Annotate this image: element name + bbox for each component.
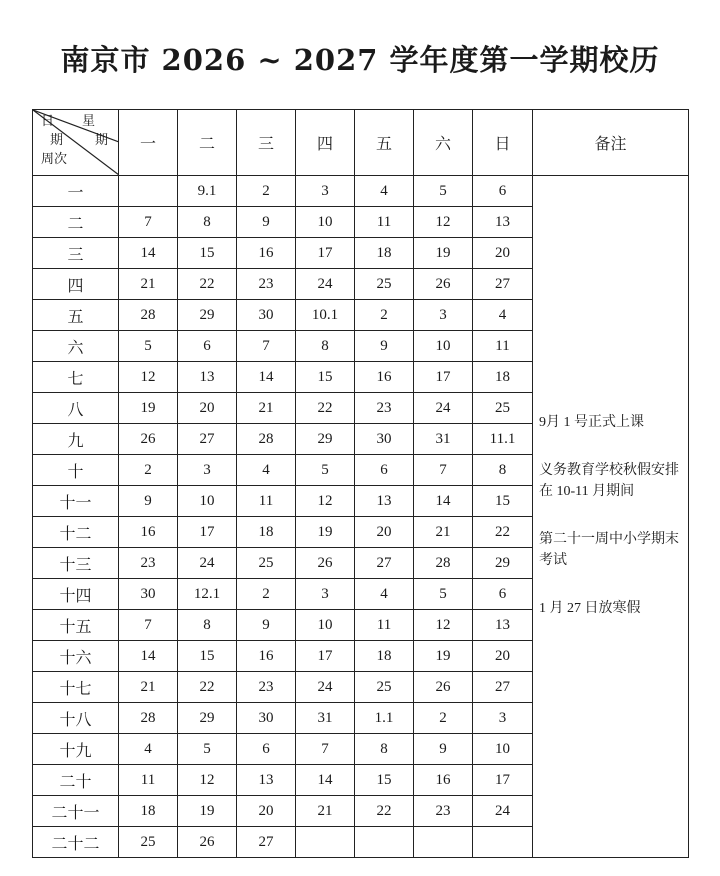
date-cell: 19 [414,641,473,672]
date-cell: 2 [237,579,296,610]
date-cell: 23 [237,672,296,703]
date-cell: 31 [296,703,355,734]
date-cell: 25 [473,393,533,424]
remark-note: 9月 1 号正式上课 [539,415,644,430]
date-cell: 13 [473,610,533,641]
week-number-cell: 十八 [33,703,119,734]
date-cell: 18 [355,238,414,269]
header-day-wed: 三 [237,110,296,176]
date-cell: 11 [355,610,414,641]
date-cell: 23 [237,269,296,300]
school-calendar-table [32,109,689,858]
week-number-cell: 十六 [33,641,119,672]
date-cell: 10.1 [296,300,355,331]
date-cell: 27 [355,548,414,579]
date-cell: 14 [237,362,296,393]
date-cell: 21 [296,796,355,827]
week-number-cell: 十 [33,455,119,486]
date-cell: 5 [178,734,237,765]
date-cell: 10 [414,331,473,362]
week-number-cell: 九 [33,424,119,455]
date-cell: 12.1 [178,579,237,610]
date-cell: 17 [296,641,355,672]
date-cell: 20 [473,641,533,672]
header-day-thu: 四 [296,110,355,176]
date-cell: 5 [119,331,178,362]
week-number-cell: 十五 [33,610,119,641]
date-cell: 23 [414,796,473,827]
week-number-cell: 十九 [33,734,119,765]
date-cell: 2 [237,176,296,207]
week-number-cell: 十三 [33,548,119,579]
date-cell: 25 [119,827,178,858]
date-cell: 29 [473,548,533,579]
date-cell: 26 [296,548,355,579]
date-cell: 4 [355,579,414,610]
date-cell: 25 [355,672,414,703]
table-row [33,176,689,207]
date-cell: 29 [178,703,237,734]
date-cell: 16 [355,362,414,393]
date-cell: 12 [119,362,178,393]
date-cell: 28 [237,424,296,455]
week-number-cell: 四 [33,269,119,300]
date-cell: 26 [414,672,473,703]
corner-label-qi-right: 期 [95,132,109,147]
header-row [33,110,689,176]
date-cell: 21 [119,672,178,703]
date-cell: 29 [178,300,237,331]
date-cell: 15 [473,486,533,517]
date-cell: 7 [119,610,178,641]
corner-label-qi-left: 期 [50,132,64,147]
date-cell: 30 [119,579,178,610]
date-cell [296,827,355,858]
date-cell: 24 [414,393,473,424]
date-cell: 6 [473,176,533,207]
date-cell: 27 [473,672,533,703]
date-cell: 22 [355,796,414,827]
date-cell: 15 [178,641,237,672]
date-cell: 6 [473,579,533,610]
date-cell: 13 [178,362,237,393]
date-cell: 10 [296,610,355,641]
date-cell: 9.1 [178,176,237,207]
week-number-cell: 五 [33,300,119,331]
date-cell: 30 [237,300,296,331]
week-number-cell: 十一 [33,486,119,517]
date-cell: 22 [178,672,237,703]
date-cell: 24 [473,796,533,827]
date-cell: 22 [178,269,237,300]
week-number-cell: 一 [33,176,119,207]
date-cell: 20 [355,517,414,548]
header-day-fri: 五 [355,110,414,176]
date-cell: 10 [178,486,237,517]
date-cell: 21 [119,269,178,300]
date-cell: 13 [473,207,533,238]
header-day-tue: 二 [178,110,237,176]
date-cell: 24 [296,672,355,703]
date-cell: 22 [296,393,355,424]
date-cell: 9 [414,734,473,765]
date-cell: 8 [355,734,414,765]
date-cell: 13 [355,486,414,517]
date-cell: 11.1 [473,424,533,455]
date-cell: 14 [296,765,355,796]
date-cell: 28 [119,703,178,734]
page-title: 南京市 2026 ~ 2027 学年度第一学期校历 [60,43,660,77]
date-cell: 15 [296,362,355,393]
date-cell: 21 [237,393,296,424]
remark-note: 义务教育学校秋假安排在 10-11 月期间 [539,463,679,499]
date-cell: 11 [355,207,414,238]
date-cell: 21 [414,517,473,548]
date-cell: 14 [414,486,473,517]
date-cell: 16 [414,765,473,796]
date-cell: 8 [473,455,533,486]
date-cell: 19 [414,238,473,269]
date-cell: 11 [119,765,178,796]
week-number-cell: 二十二 [33,827,119,858]
remark-note: 1 月 27 日放寒假 [539,601,641,616]
date-cell: 25 [355,269,414,300]
date-cell: 1.1 [355,703,414,734]
week-number-cell: 二十 [33,765,119,796]
date-cell: 23 [355,393,414,424]
date-cell: 18 [473,362,533,393]
date-cell: 18 [119,796,178,827]
date-cell: 7 [119,207,178,238]
week-number-cell: 三 [33,238,119,269]
date-cell: 12 [414,207,473,238]
date-cell: 8 [178,610,237,641]
date-cell: 6 [355,455,414,486]
date-cell: 2 [355,300,414,331]
date-cell: 20 [178,393,237,424]
corner-label-zhouci: 周次 [41,151,68,166]
date-cell: 9 [119,486,178,517]
calendar-body [33,176,689,858]
date-cell: 3 [296,579,355,610]
date-cell: 16 [237,641,296,672]
date-cell: 20 [473,238,533,269]
date-cell: 29 [296,424,355,455]
date-cell: 4 [119,734,178,765]
date-cell: 3 [296,176,355,207]
date-cell [473,827,533,858]
date-cell: 20 [237,796,296,827]
date-cell: 6 [178,331,237,362]
date-cell: 12 [178,765,237,796]
date-cell: 9 [237,610,296,641]
date-cell: 17 [473,765,533,796]
date-cell: 18 [355,641,414,672]
week-number-cell: 六 [33,331,119,362]
date-cell: 22 [473,517,533,548]
date-cell: 17 [178,517,237,548]
week-number-cell: 十四 [33,579,119,610]
date-cell: 30 [355,424,414,455]
date-cell: 6 [237,734,296,765]
date-cell: 16 [237,238,296,269]
date-cell: 3 [178,455,237,486]
date-cell: 8 [178,207,237,238]
week-number-cell: 十七 [33,672,119,703]
date-cell: 14 [119,238,178,269]
header-corner-cell [33,110,119,176]
corner-label-xing: 星 [82,113,96,128]
date-cell: 11 [473,331,533,362]
date-cell: 16 [119,517,178,548]
date-cell: 15 [355,765,414,796]
date-cell: 12 [296,486,355,517]
header-day-mon: 一 [119,110,178,176]
date-cell [414,827,473,858]
date-cell: 3 [473,703,533,734]
week-number-cell: 十二 [33,517,119,548]
date-cell: 26 [414,269,473,300]
date-cell: 13 [237,765,296,796]
header-day-sun: 日 [473,110,533,176]
date-cell: 18 [237,517,296,548]
date-cell: 28 [414,548,473,579]
date-cell: 4 [237,455,296,486]
date-cell: 26 [119,424,178,455]
remarks-cell [533,176,689,858]
date-cell: 28 [119,300,178,331]
corner-label-ri: 日 [41,113,55,128]
date-cell: 2 [119,455,178,486]
date-cell: 8 [296,331,355,362]
date-cell: 26 [178,827,237,858]
date-cell: 10 [296,207,355,238]
date-cell: 7 [237,331,296,362]
date-cell: 19 [119,393,178,424]
header-day-sat: 六 [414,110,473,176]
date-cell: 5 [414,176,473,207]
date-cell: 7 [296,734,355,765]
date-cell: 7 [414,455,473,486]
date-cell: 4 [473,300,533,331]
date-cell: 17 [296,238,355,269]
date-cell: 12 [414,610,473,641]
date-cell: 4 [355,176,414,207]
date-cell: 9 [237,207,296,238]
date-cell: 31 [414,424,473,455]
date-cell: 11 [237,486,296,517]
date-cell: 30 [237,703,296,734]
week-number-cell: 二十一 [33,796,119,827]
date-cell: 27 [237,827,296,858]
date-cell: 19 [178,796,237,827]
date-cell: 14 [119,641,178,672]
week-number-cell: 八 [33,393,119,424]
date-cell: 23 [119,548,178,579]
header-remarks: 备注 [533,110,689,176]
date-cell: 3 [414,300,473,331]
date-cell: 2 [414,703,473,734]
date-cell: 15 [178,238,237,269]
date-cell: 5 [414,579,473,610]
week-number-cell: 七 [33,362,119,393]
week-number-cell: 二 [33,207,119,238]
date-cell: 27 [178,424,237,455]
date-cell: 24 [296,269,355,300]
date-cell: 5 [296,455,355,486]
date-cell: 9 [355,331,414,362]
date-cell: 17 [414,362,473,393]
date-cell: 25 [237,548,296,579]
date-cell: 27 [473,269,533,300]
remark-note: 第二十一周中小学期末考试 [539,532,679,568]
date-cell: 19 [296,517,355,548]
date-cell [119,176,178,207]
date-cell: 24 [178,548,237,579]
date-cell: 10 [473,734,533,765]
date-cell [355,827,414,858]
